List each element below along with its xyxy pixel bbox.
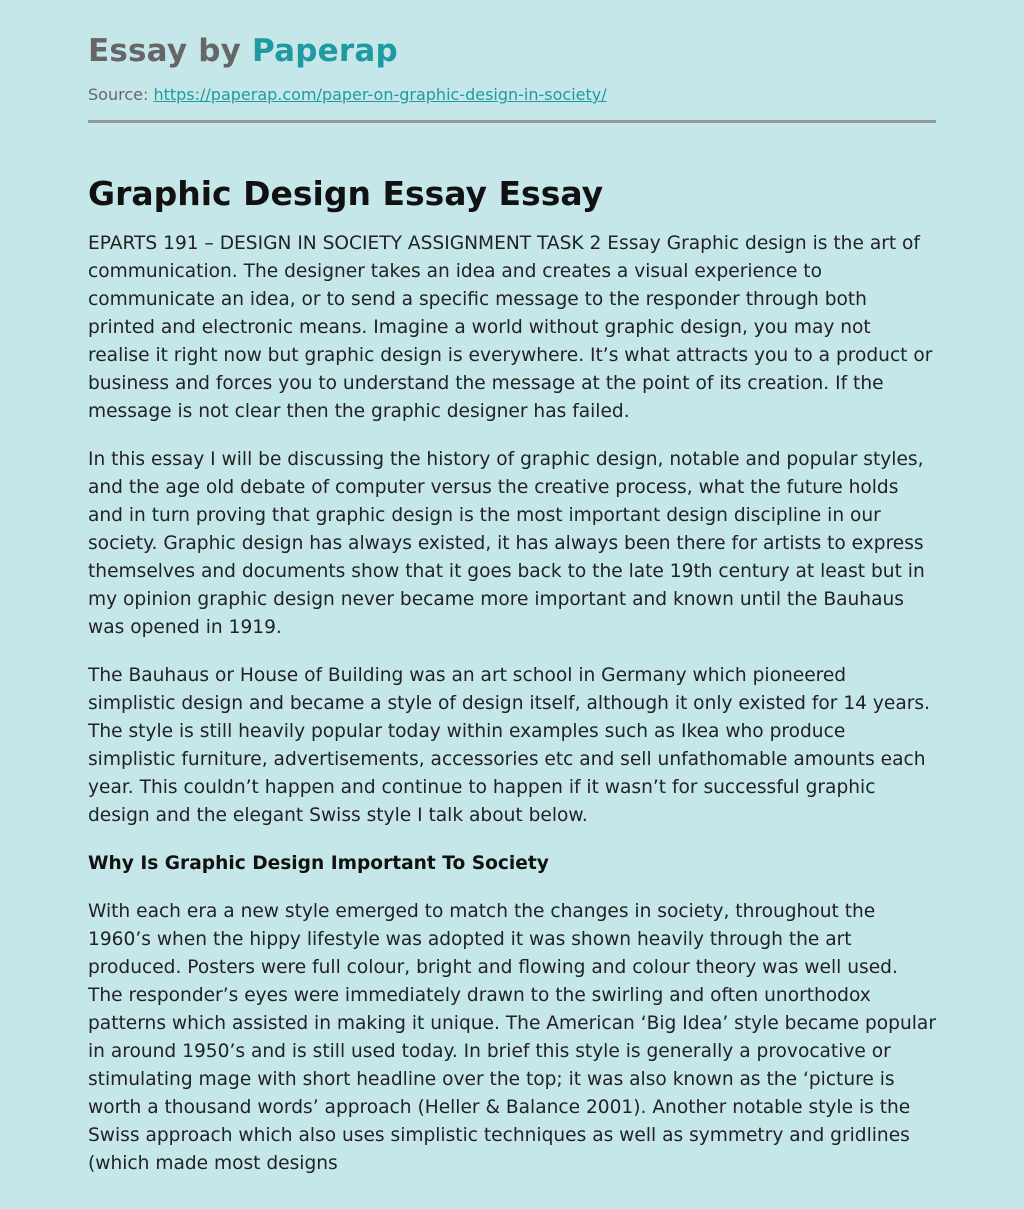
article-title: Graphic Design Essay Essay <box>88 174 604 213</box>
brand-name: Paperap <box>252 33 398 69</box>
page <box>88 0 936 1178</box>
article-body <box>88 230 936 1178</box>
site-brand[interactable] <box>88 30 936 72</box>
paragraph: With each era a new style emerged to match the changes in society, throughout the 1960’s when the hippy lifestyle was adopted it was shown heavily through the art produced. Posters were full colour, bright and flowing and colour theory was well used. The responder’s eyes were immediately drawn to the swirling and often unorthodox patterns which assisted in making it unique. The American ‘Big Idea’ style became popular in around 1950’s and is still used today. In brief this style is generally a provocative or stimulating mage with short headline over the top; it was also known as the ‘picture is worth a thousand words’ approach (Heller & Balance 2001). Another notable style is the Swiss approach which also uses simplistic techniques as well as symmetry and gridlines (which made most designs <box>88 901 936 1174</box>
paragraph: The Bauhaus or House of Building was an art school in Germany which pioneered simplistic design and became a style of design itself, although it only existed for 14 years. The style is still heavily popular today within examples such as Ikea who produce simplistic furniture, advertisements, accessories etc and sell unfathomable amounts each year. This couldn’t happen and continue to happen if it wasn’t for successful graphic design and the elegant Swiss style I talk about below. <box>88 665 930 826</box>
site-header <box>88 30 936 123</box>
article <box>88 172 936 1178</box>
paragraph: EPARTS 191 – DESIGN IN SOCIETY ASSIGNMENT TASK 2 Essay Graphic design is the art of communication. The designer takes an idea and creates a visual experience to communicate an idea, or to send a specific message to the responder through both printed and electronic means. Imagine a world without graphic design, you may not realise it right now but graphic design is everywhere. It’s what attracts you to a product or business and forces you to understand the message at the point of its creation. If the message is not clear then the graphic designer has failed. <box>88 233 933 422</box>
paragraph: In this essay I will be discussing the history of graphic design, notable and popular styles, and the age old debate of computer versus the creative process, what the future holds and in turn proving that graphic design is the most important design discipline in our society. Graphic design has always existed, it has always been there for artists to express themselves and documents show that it goes back to the late 19th century at least but in my opinion graphic design never became more important and known until the Bauhaus was opened in 1919. <box>88 449 925 638</box>
source-label: Source: <box>88 85 149 104</box>
section-heading: Why Is Graphic Design Important To Society <box>88 853 549 874</box>
header-divider <box>88 120 936 123</box>
source-link[interactable]: https://paperap.com/paper-on-graphic-design-in-society/ <box>153 85 607 104</box>
source-line <box>88 85 936 105</box>
brand-prefix: Essay by <box>88 33 253 69</box>
